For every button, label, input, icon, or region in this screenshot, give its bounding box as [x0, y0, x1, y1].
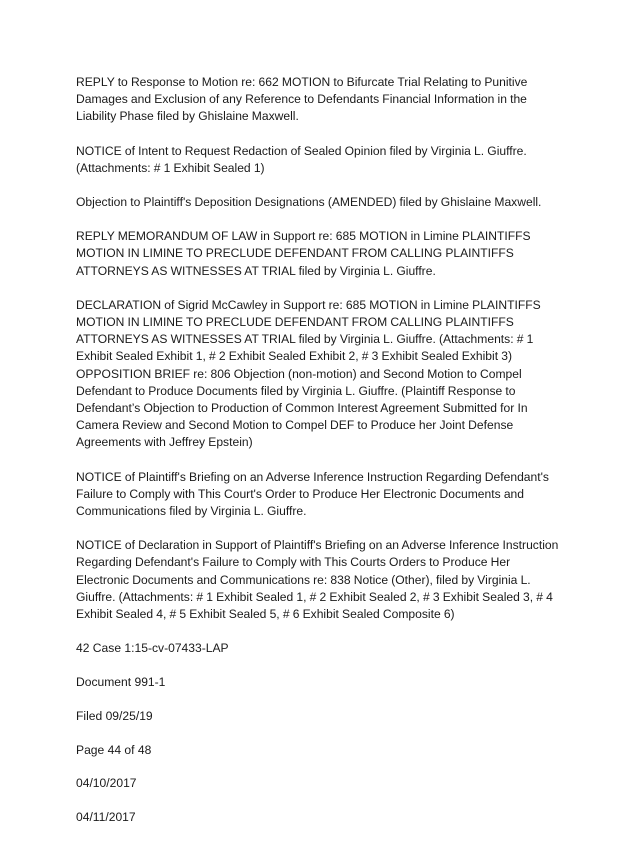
entry-date-1: 04/10/2017: [76, 776, 137, 791]
docket-entry-declaration-mccawley: DECLARATION of Sigrid McCawley in Support re: 685 MOTION in Limine PLAINTIFFS MOTION IN LIMINE TO PRECLUDE DEFENDANT FROM CALLING PLAINTIFFS ATTORNEYS AS WITNESSES AT TRIAL filed by Virginia L. Giuffre. (Attachments: # 1 Exhibit Sealed Exhibit 1, # 2 Exhibit Sealed Exhibit 2, # 3 Exhibit Sealed Exhibit 3) OPPOSITION BRIEF re: 806 Objection (non-motion) and Second Motion to Compel Defendant to Produce Documents filed by Virginia L. Giuffre. (Plaintiff Response to Defendant’s Objection to Production of Common Interest Agreement Submitted for In Camera Review and Second Motion to Compel DEF to Produce her Joint Defense Agreements with Jeffrey Epstein): [76, 297, 541, 450]
entry-date-2: 04/11/2017: [76, 810, 136, 825]
case-number: 42 Case 1:15-cv-07433-LAP: [76, 641, 229, 656]
docket-entry-reply-memorandum: REPLY MEMORANDUM OF LAW in Support re: 685 MOTION in Limine PLAINTIFFS MOTION IN LIMINE TO PRECLUDE DEFENDANT FROM CALLING PLAINTIFFS ATTORNEYS AS WITNESSES AT TRIAL filed by Virginia L. Giuffre.: [76, 229, 531, 278]
docket-entry-notice-briefing: NOTICE of Plaintiff's Briefing on an Adverse Inference Instruction Regarding Defendant's Failure to Comply with This Court's Order to Produce Her Electronic Documents and Communications filed by Virginia L. Giuffre.: [76, 469, 549, 519]
docket-entry-notice-redaction: NOTICE of Intent to Request Redaction of Sealed Opinion filed by Virginia L. Giuffre. (Attachments: # 1 Exhibit Sealed 1): [76, 143, 527, 175]
docket-text: [76, 74, 566, 843]
docket-entry-reply-bifurcate: REPLY to Response to Motion re: 662 MOTION to Bifurcate Trial Relating to Punitive Damages and Exclusion of any Reference to Defendants Financial Information in the Liability Phase filed by Ghislaine Maxwell.: [76, 75, 528, 124]
page-number: Page 44 of 48: [76, 742, 152, 757]
docket-entry-objection-designations: Objection to Plaintiff's Deposition Designations (AMENDED) filed by Ghislaine Maxwell.: [76, 195, 542, 210]
filed-date: Filed 09/25/19: [76, 708, 153, 723]
docket-entry-notice-declaration: NOTICE of Declaration in Support of Plaintiff's Briefing on an Adverse Inference Instruction Regarding Defendant's Failure to Comply with This Courts Orders to Produce Her Electronic Documents and Communications re: 838 Notice (Other), filed by Virginia L. Giuffre. (Attachments: # 1 Exhibit Sealed 1, # 2 Exhibit Sealed 2, # 3 Exhibit Sealed 3, # 4 Exhibit Sealed 4, # 5 Exhibit Sealed 5, # 6 Exhibit Sealed Composite 6): [76, 538, 559, 622]
document-number: Document 991-1: [76, 675, 166, 690]
